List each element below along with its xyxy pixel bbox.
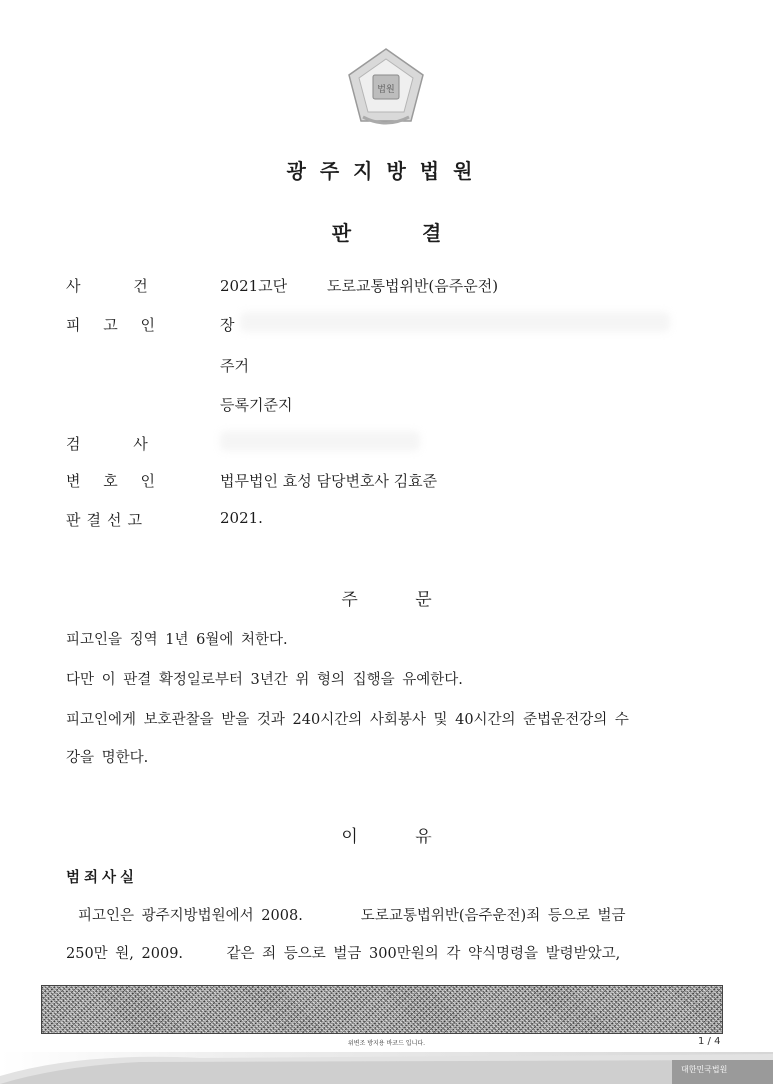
- defendant-name: 장: [220, 316, 235, 334]
- counsel-value: 법무법인 효성 담당변호사 김효준: [220, 472, 438, 490]
- anti-forgery-barcode: [41, 985, 723, 1034]
- case-number: 2021고단: [220, 277, 288, 295]
- case-name: 도로교통법위반(음주운전): [327, 277, 499, 295]
- sentence-date-label: 판결선고: [66, 511, 148, 529]
- order-line: 강을 명한다.: [66, 750, 149, 766]
- address-label: 주거: [220, 357, 249, 375]
- sentence-date-value: 2021.: [220, 509, 263, 527]
- order-line: 피고인에게 보호관찰을 받을 것과 240시간의 사회봉사 및 40시간의 준법운전강의 수: [66, 712, 629, 728]
- seal-text: 법원: [377, 85, 395, 95]
- registered-address-label: 등록기준지: [220, 396, 293, 414]
- prosecutor-label: 검 사: [66, 435, 148, 453]
- reason-heading: 이 유: [341, 827, 432, 847]
- order-line: 피고인을 징역 1년 6월에 처한다.: [66, 632, 288, 648]
- facts-line: 250만 원, 2009. 같은 죄 등으로 벌금 300만원의 각 약식명령을 발령받았고,: [66, 946, 621, 962]
- redaction-blur: [220, 431, 420, 451]
- footer-court-name: 대한민국법원: [681, 1065, 728, 1074]
- court-seal-logo: [343, 45, 429, 131]
- barcode-note: 위변조 방지용 바코드 입니다.: [347, 1040, 426, 1047]
- document-title: 판 결: [331, 221, 442, 245]
- order-line: 다만 이 판결 확정일로부터 3년간 위 형의 집행을 유예한다.: [66, 672, 463, 688]
- case-label: 사 건: [66, 277, 148, 295]
- court-name: 광주지방법원: [286, 159, 487, 183]
- facts-subheading: 범죄사실: [66, 869, 139, 886]
- page-number: 1 / 4: [698, 1036, 721, 1047]
- defendant-label: 피 고 인: [66, 316, 156, 334]
- counsel-label: 변 호 인: [66, 472, 156, 490]
- facts-line: 피고인은 광주지방법원에서 2008. 도로교통법위반(음주운전)죄 등으로 벌금: [78, 908, 626, 924]
- redaction-blur: [240, 312, 670, 332]
- footer-swoosh: [0, 1048, 773, 1084]
- order-heading: 주 문: [341, 590, 432, 610]
